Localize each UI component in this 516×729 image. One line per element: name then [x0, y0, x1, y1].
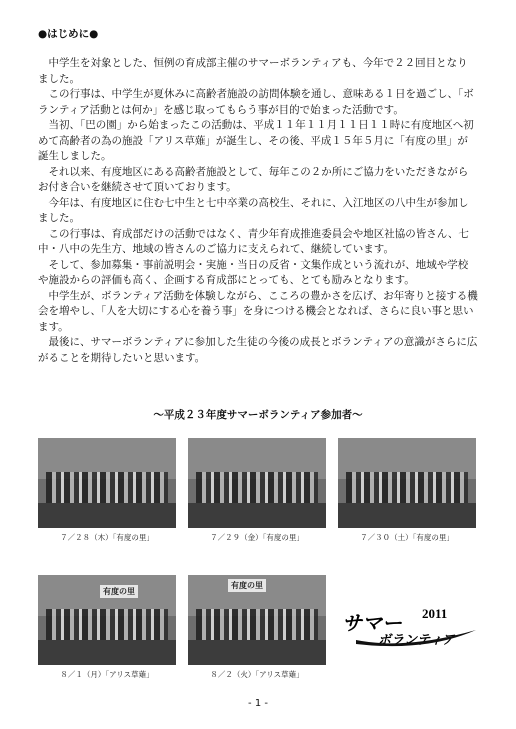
facility-sign: 有度の里 [100, 585, 138, 598]
summer-volunteer-logo [336, 600, 486, 660]
photo-caption-5: ８／２（火）「アリス草薙」 [210, 670, 304, 679]
logo-year: 2011 [422, 606, 448, 621]
paragraph: 最後に、サマーボランティアに参加した生徒の今後の成長とボランティアの意識がさらに広がることを期待したいと思います。 [38, 336, 478, 364]
intro-body [38, 56, 478, 366]
paragraph: この行事は、中学生が夏休みに高齢者施設の訪問体験を通し、意味ある１日を過ごし、「ボランティア活動とは何か」を感じ取ってもらう事が目的で始まった活動です。 [38, 88, 474, 116]
paragraph: 中学生を対象とした、恒例の育成部主催のサマーボランティアも、今年で２２回目となりました。 [38, 57, 468, 85]
group-photo-2 [188, 438, 326, 528]
participants-title: ～平成２３年度サマーボランティア参加者～ [153, 409, 363, 421]
photo-caption-2: ７／２９（金）「有度の里」 [210, 533, 304, 542]
photo-caption-4: ８／１（月）「アリス草薙」 [60, 670, 154, 679]
section-heading: ●はじめに● [38, 28, 99, 40]
page-number: - 1 - [248, 698, 268, 709]
group-photo-4 [38, 575, 176, 665]
logo-text-bottom: ボランティア [378, 633, 455, 648]
logo-text-top: サマー [342, 611, 402, 635]
group-photo-1 [38, 438, 176, 528]
group-photo-3 [338, 438, 476, 528]
paragraph: 中学生が、ボランティア活動を体験しながら、こころの豊かさを広げ、お年寄りと接する機会を増やし、「人を大切にする心を養う事」を身につける機会となれば、さらに良い事と思います。 [38, 289, 478, 333]
paragraph: 今年は、有度地区に住む七中生と七中卒業の高校生、それに、入江地区の八中生が参加しました。 [38, 196, 469, 224]
paragraph: それ以来、有度地区にある高齢者施設として、毎年この２か所にご協力をいただきながらお付き合いを継続させて頂いております。 [38, 165, 469, 193]
paragraph: 当初、「巴の園」から始まったこの活動は、平成１１年１１月１１日１１時に有度地区へ初めて高齢者の為の施設「アリス草薙」が誕生し、その後、平成１５年５月に「有度の里」が誕生しました。 [38, 119, 474, 162]
paragraph: そして、参加募集・事前説明会・実施・当日の反省・文集作成という流れが、地域や学校や施設からの評価も高く、企画する育成部にとっても、とても励みとなります。 [38, 258, 469, 286]
photo-caption-1: ７／２８（木）「有度の里」 [60, 533, 154, 542]
facility-sign: 有度の里 [228, 579, 266, 592]
paragraph: この行事は、育成部だけの活動ではなく、青少年育成推進委員会や地区社協の皆さん、七中・八中の先生方、地域の皆さんのご協力に支えられて、継続しています。 [38, 227, 469, 255]
group-photo-5 [188, 575, 326, 665]
photo-caption-3: ７／３０（土）「有度の里」 [360, 533, 454, 542]
